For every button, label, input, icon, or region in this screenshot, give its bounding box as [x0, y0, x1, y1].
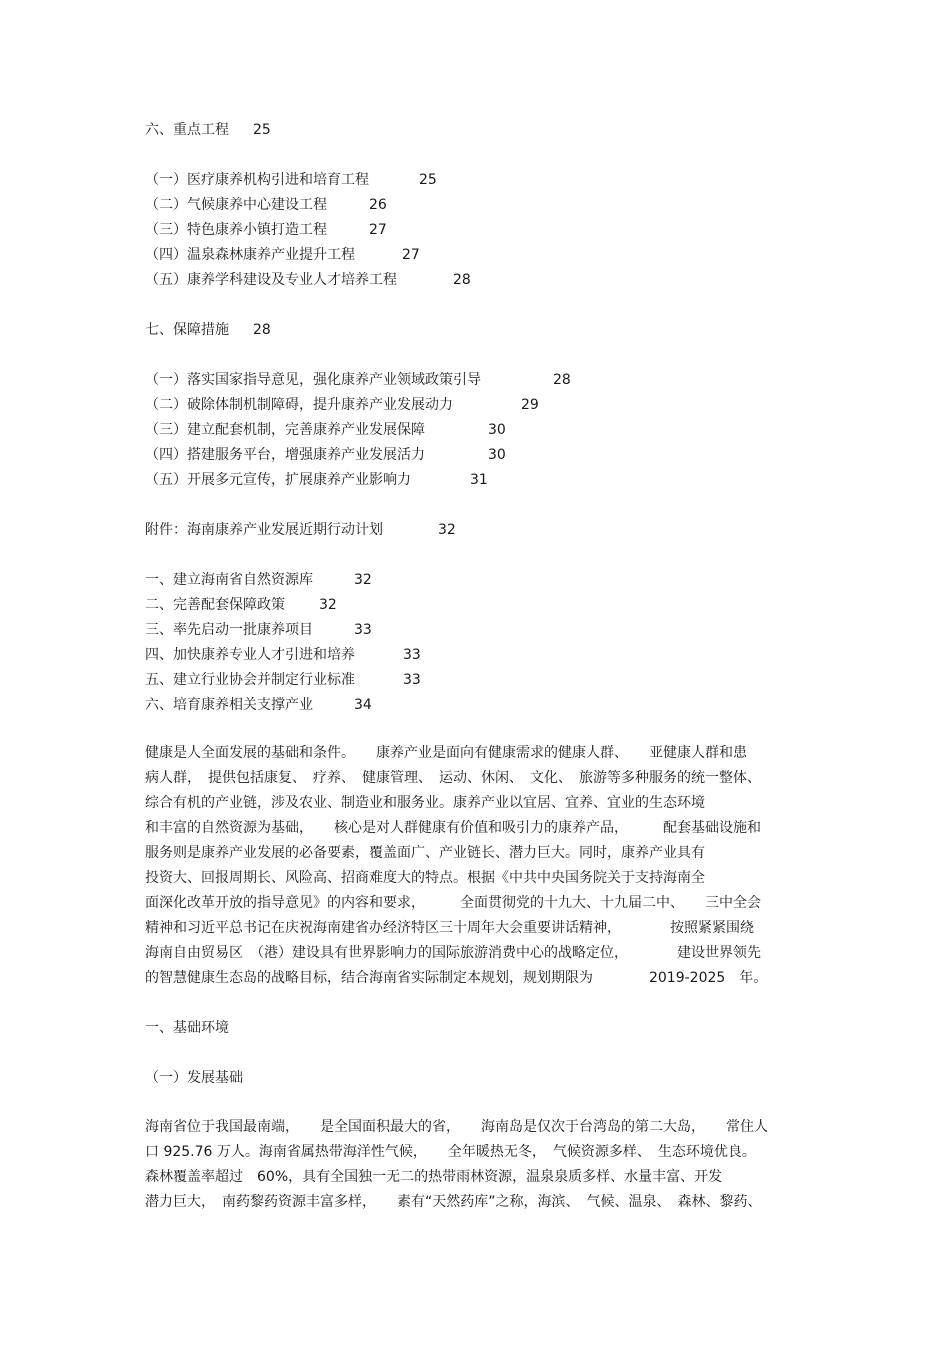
toc-page-number: 33	[354, 622, 372, 638]
paragraph-line: 海南省位于我国最南端， 是全国面积最大的省， 海南岛是仅次于台湾岛的第二大岛， 常住人	[145, 1119, 768, 1135]
toc-item[interactable]	[145, 670, 421, 690]
toc-title: （三）建立配套机制，完善康养产业发展保障	[145, 422, 425, 438]
paragraph-line: 潜力巨大， 南药黎药资源丰富多样， 素有“天然药库”之称，海滨、 气候、温泉、 森林、黎药、	[145, 1194, 762, 1210]
toc-title: （四）温泉森林康养产业提升工程	[145, 247, 355, 263]
toc-item[interactable]	[145, 245, 420, 265]
toc-title: （三）特色康养小镇打造工程	[145, 222, 327, 238]
paragraph-line: 投资大、回报周期长、风险高、招商难度大的特点。根据《中共中央国务院关于支持海南全	[145, 870, 705, 886]
toc-page-number: 32	[319, 597, 337, 613]
paragraph-line: 的智慧健康生态岛的战略目标，结合海南省实际制定本规划，规划期限为 2019-2025 年。	[145, 970, 768, 986]
toc-appendix[interactable]	[145, 520, 456, 540]
subsection-heading: （一）发展基础	[145, 1070, 243, 1086]
toc-title: 二、完善配套保障政策	[145, 597, 285, 613]
toc-title: （二）气候康养中心建设工程	[145, 197, 327, 213]
section-heading: 一、基础环境	[145, 1020, 229, 1036]
toc-title: 六、培育康养相关支撑产业	[145, 697, 313, 713]
toc-title: （五）开展多元宣传，扩展康养产业影响力	[145, 472, 411, 488]
toc-section-6[interactable]	[145, 120, 271, 140]
toc-item[interactable]	[145, 420, 506, 440]
paragraph-line: 口 925.76 万人。海南省属热带海洋性气候， 全年暖热无冬， 气候资源多样、 生态环境优良。	[145, 1144, 756, 1160]
toc-item[interactable]	[145, 470, 488, 490]
toc-title: （一）医疗康养机构引进和培育工程	[145, 172, 369, 188]
toc-title: （一）落实国家指导意见，强化康养产业领域政策引导	[145, 372, 481, 388]
toc-title: 三、率先启动一批康养项目	[145, 622, 313, 638]
toc-page-number: 29	[521, 397, 539, 413]
toc-title: 四、加快康养专业人才引进和培养	[145, 647, 355, 663]
toc-item[interactable]	[145, 695, 372, 715]
toc-title: 附件：海南康养产业发展近期行动计划	[145, 522, 383, 538]
toc-title: 七、保障措施	[145, 322, 229, 338]
toc-page-number: 25	[419, 172, 437, 188]
toc-page-number: 28	[453, 272, 471, 288]
toc-page-number: 28	[253, 322, 271, 338]
toc-page-number: 32	[354, 572, 372, 588]
toc-page-number: 27	[369, 222, 387, 238]
basis-paragraph	[145, 1115, 805, 1215]
toc-item[interactable]	[145, 170, 437, 190]
paragraph-line: 森林覆盖率超过 60%，具有全国独一无二的热带雨林资源，温泉泉质多样、水量丰富、开发	[145, 1169, 723, 1185]
paragraph-line: 海南自由贸易区 （港）建设具有世界影响力的国际旅游消费中心的战略定位， 建设世界领先	[145, 945, 761, 961]
toc-title: （五）康养学科建设及专业人才培养工程	[145, 272, 397, 288]
toc-page-number: 30	[488, 447, 506, 463]
toc-item[interactable]	[145, 220, 387, 240]
toc-item[interactable]	[145, 395, 539, 415]
toc-title: 六、重点工程	[145, 122, 229, 138]
toc-item[interactable]	[145, 570, 372, 590]
toc-section-7[interactable]	[145, 320, 271, 340]
toc-item[interactable]	[145, 595, 337, 615]
toc-item[interactable]	[145, 620, 372, 640]
toc-page-number: 33	[403, 672, 421, 688]
paragraph-line: 健康是人全面发展的基础和条件。 康养产业是面向有健康需求的健康人群、 亚健康人群和患	[145, 745, 747, 761]
toc-item[interactable]	[145, 195, 387, 215]
toc-page-number: 31	[470, 472, 488, 488]
toc-page-number: 33	[403, 647, 421, 663]
paragraph-line: 病人群， 提供包括康复、 疗养、 健康管理、 运动、休闲、 文化、 旅游等多种服务的统一整体、	[145, 770, 761, 786]
toc-page-number: 30	[488, 422, 506, 438]
paragraph-line: 综合有机的产业链，涉及农业、制造业和服务业。康养产业以宜居、宜养、宜业的生态环境	[145, 795, 705, 811]
paragraph-line: 服务则是康养产业发展的必备要素，覆盖面广、产业链长、潜力巨大。同时，康养产业具有	[145, 845, 705, 861]
toc-page-number: 26	[369, 197, 387, 213]
toc-title: 一、建立海南省自然资源库	[145, 572, 313, 588]
toc-page-number: 27	[402, 247, 420, 263]
intro-paragraph	[145, 741, 805, 991]
toc-page-number: 32	[438, 522, 456, 538]
toc-item[interactable]	[145, 445, 506, 465]
toc-page-number: 25	[253, 122, 271, 138]
paragraph-line: 精神和习近平总书记在庆祝海南建省办经济特区三十周年大会重要讲话精神， 按照紧紧围绕	[145, 920, 754, 936]
toc-title: （四）搭建服务平台，增强康养产业发展活力	[145, 447, 425, 463]
toc-page-number: 34	[354, 697, 372, 713]
toc-item[interactable]	[145, 645, 421, 665]
paragraph-line: 和丰富的自然资源为基础， 核心是对人群健康有价值和吸引力的康养产品， 配套基础设施和	[145, 820, 761, 836]
paragraph-line: 面深化改革开放的指导意见》的内容和要求， 全面贯彻党的十九大、十九届二中、 三中全会	[145, 895, 761, 911]
toc-item[interactable]	[145, 370, 571, 390]
toc-title: （二）破除体制机制障碍，提升康养产业发展动力	[145, 397, 453, 413]
toc-item[interactable]	[145, 270, 471, 290]
toc-page-number: 28	[553, 372, 571, 388]
toc-title: 五、建立行业协会并制定行业标准	[145, 672, 355, 688]
